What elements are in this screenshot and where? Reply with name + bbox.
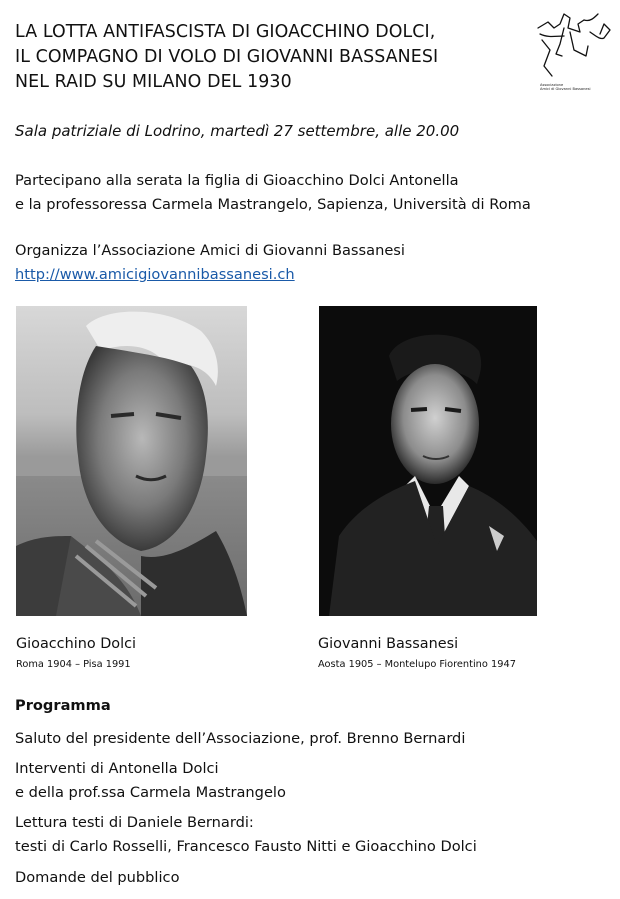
- programme-item-line: Interventi di Antonella Dolci: [15, 760, 219, 777]
- programme-item-line: e della prof.ssa Carmela Mastrangelo: [15, 783, 286, 801]
- programme-item-line: Lettura testi di Daniele Bernardi:: [15, 814, 254, 831]
- logo-caption: [540, 83, 590, 91]
- event-venue-date: Sala patriziale di Lodrino, martedì 27 settembre, alle 20.00: [15, 122, 460, 140]
- programme-item-line: Saluto del presidente dell’Associazione, prof. Brenno Bernardi: [15, 730, 466, 747]
- programme-item-line: testi di Carlo Rosselli, Francesco Fausto Nitti e Gioacchino Dolci: [15, 837, 477, 855]
- title-line: LA LOTTA ANTIFASCISTA DI GIOACCHINO DOLCI,: [15, 22, 436, 42]
- title-line: IL COMPAGNO DI VOLO DI GIOVANNI BASSANESI: [15, 47, 439, 67]
- website-link[interactable]: http://www.amicigiovannibassanesi.ch: [15, 265, 295, 283]
- logo-caption-line: Associazione: [540, 83, 564, 87]
- portrait-photo-bassanesi: [319, 306, 537, 616]
- programme-heading: Programma: [15, 697, 111, 714]
- programme-item: [15, 811, 477, 858]
- page-title: [15, 20, 525, 95]
- participants-line: e la professoressa Carmela Mastrangelo, Sapienza, Università di Roma: [15, 195, 531, 213]
- organizer-text: [15, 239, 405, 287]
- programme-item: [15, 757, 286, 804]
- portrait-dates: Aosta 1905 – Montelupo Fiorentino 1947: [318, 659, 516, 670]
- portrait-name: Giovanni Bassanesi: [318, 636, 459, 652]
- portrait-dates: Roma 1904 – Pisa 1991: [16, 659, 131, 670]
- logo-caption-line: Amici di Giovanni Bassanesi: [540, 87, 591, 92]
- participants-text: [15, 169, 531, 217]
- title-line: NEL RAID SU MILANO DEL 1930: [15, 72, 292, 92]
- portrait-photo-dolci: [16, 306, 247, 616]
- organizer-line: Organizza l’Associazione Amici di Giovanni Bassanesi: [15, 242, 405, 259]
- programme-item: [15, 866, 180, 890]
- participants-line: Partecipano alla serata la figlia di Gioacchino Dolci Antonella: [15, 172, 459, 189]
- programme-item: [15, 727, 465, 751]
- portrait-name: Gioacchino Dolci: [16, 636, 137, 652]
- programme-item-line: Domande del pubblico: [15, 869, 180, 886]
